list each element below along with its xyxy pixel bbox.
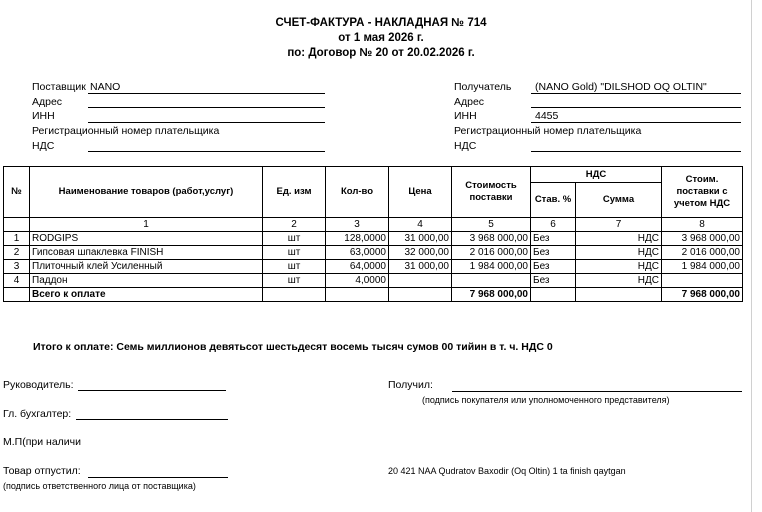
row-cost: 2 016 000,00	[452, 246, 531, 260]
row-cost: 1 984 000,00	[452, 260, 531, 274]
supplier-vat-line	[88, 151, 325, 152]
recipient-vat-line	[531, 151, 741, 152]
row-price: 31 000,00	[389, 232, 452, 246]
released-note: (подпись ответственного лица от поставщика)	[3, 481, 196, 491]
total-row-empty	[4, 288, 30, 302]
supplier-name: NANO	[90, 81, 121, 93]
total-row-empty	[326, 288, 389, 302]
total-row-empty	[389, 288, 452, 302]
total-row-empty	[576, 288, 662, 302]
row-total: 1 984 000,00	[662, 260, 743, 274]
total-row-empty	[531, 288, 576, 302]
recipient-address-line	[531, 107, 741, 108]
row-price	[389, 274, 452, 288]
col-number: 4	[389, 218, 452, 232]
row-price: 32 000,00	[389, 246, 452, 260]
row-name: Гипсовая шпаклевка FINISH	[30, 246, 263, 260]
recipient-reg-label: Регистрационный номер плательщика	[454, 125, 642, 137]
row-cost	[452, 274, 531, 288]
row-vat-sum: НДС	[576, 274, 662, 288]
row-vat-sum: НДС	[576, 260, 662, 274]
header-no: №	[4, 167, 30, 218]
row-vat-rate: Без	[531, 274, 576, 288]
received-label: Получил:	[388, 379, 433, 391]
row-vat-rate: Без	[531, 232, 576, 246]
header-total: Стоим. поставки с учетом НДС	[662, 167, 743, 218]
row-vat-sum: НДС	[576, 246, 662, 260]
col-number: 2	[263, 218, 326, 232]
col-number: 8	[662, 218, 743, 232]
total-row	[4, 288, 743, 302]
row-name: RODGIPS	[30, 232, 263, 246]
row-unit: шт	[263, 232, 326, 246]
received-sign-line	[452, 391, 742, 392]
supplier-vat-label: НДС	[32, 140, 55, 152]
released-sign-line	[88, 477, 228, 478]
row-vat-sum: НДС	[576, 232, 662, 246]
col-number: 3	[326, 218, 389, 232]
summary-text: Итого к оплате: Семь миллионов девятьсот шестьдесят восемь тысяч сумов 00 тийин в т. ч. НДС 0	[33, 341, 553, 353]
supplier-address-label: Адрес	[32, 96, 63, 108]
row-no: 1	[4, 232, 30, 246]
table-row	[4, 246, 743, 260]
accountant-label: Гл. бухгалтер:	[3, 408, 72, 420]
received-note: (подпись покупателя или уполномоченного представителя)	[422, 395, 670, 405]
row-name: Паддон	[30, 274, 263, 288]
row-no: 4	[4, 274, 30, 288]
header-qty: Кол-во	[326, 167, 389, 218]
row-qty: 63,0000	[326, 246, 389, 260]
supplier-address-line	[88, 107, 325, 108]
recipient-vat-label: НДС	[454, 140, 477, 152]
col-number: 1	[30, 218, 263, 232]
total-row-empty	[263, 288, 326, 302]
recipient-inn-value: 4455	[535, 110, 559, 122]
header-price: Цена	[389, 167, 452, 218]
receiver-info: 20 421 NAA Qudratov Baxodir (Oq Oltin) 1 ta finish qaytgan	[388, 466, 626, 476]
row-no: 2	[4, 246, 30, 260]
total-cost: 7 968 000,00	[452, 288, 531, 302]
row-no: 3	[4, 260, 30, 274]
recipient-name-line	[531, 93, 741, 94]
row-unit: шт	[263, 260, 326, 274]
director-sign-line	[78, 390, 226, 391]
row-unit: шт	[263, 274, 326, 288]
row-qty: 64,0000	[326, 260, 389, 274]
recipient-address-label: Адрес	[454, 96, 485, 108]
row-price: 31 000,00	[389, 260, 452, 274]
col-number-empty	[4, 218, 30, 232]
accountant-sign-line	[76, 419, 228, 420]
supplier-reg-label: Регистрационный номер плательщика	[32, 125, 220, 137]
row-unit: шт	[263, 246, 326, 260]
row-total: 3 968 000,00	[662, 232, 743, 246]
supplier-label: Поставщик	[32, 81, 86, 93]
document-contract: по: Договор № 20 от 20.02.2026 г.	[287, 47, 475, 59]
col-number: 6	[531, 218, 576, 232]
row-total: 2 016 000,00	[662, 246, 743, 260]
document-date: от 1 мая 2026 г.	[338, 32, 424, 44]
header-unit: Ед. изм	[263, 167, 326, 218]
page-edge-line	[751, 0, 752, 512]
row-total	[662, 274, 743, 288]
total-label: Всего к оплате	[30, 288, 263, 302]
header-vat-sum: Сумма	[576, 183, 662, 218]
table-row	[4, 274, 743, 288]
recipient-inn-label: ИНН	[454, 110, 477, 122]
col-number: 7	[576, 218, 662, 232]
stamp-label: М.П(при наличи	[3, 436, 81, 448]
header-cost: Стоимость поставки	[452, 167, 531, 218]
row-qty: 128,0000	[326, 232, 389, 246]
col-number: 5	[452, 218, 531, 232]
row-qty: 4,0000	[326, 274, 389, 288]
header-vat-rate: Став. %	[531, 183, 576, 218]
released-label: Товар отпустил:	[3, 465, 81, 477]
recipient-inn-line	[531, 122, 741, 123]
supplier-inn-line	[88, 122, 325, 123]
table-row	[4, 232, 743, 246]
header-name: Наименование товаров (работ,услуг)	[30, 167, 263, 218]
recipient-label: Получатель	[454, 81, 512, 93]
header-vat-group: НДС	[531, 167, 662, 183]
document-title: СЧЕТ-ФАКТУРА - НАКЛАДНАЯ № 714	[275, 17, 487, 29]
row-cost: 3 968 000,00	[452, 232, 531, 246]
director-label: Руководитель:	[3, 379, 74, 391]
invoice-table	[3, 166, 743, 302]
recipient-name: (NANO Gold) "DILSHOD OQ OLTIN"	[535, 81, 707, 93]
row-name: Плиточный клей Усиленный	[30, 260, 263, 274]
row-vat-rate: Без	[531, 260, 576, 274]
row-vat-rate: Без	[531, 246, 576, 260]
total-with-vat: 7 968 000,00	[662, 288, 743, 302]
table-row	[4, 260, 743, 274]
supplier-name-line	[88, 93, 325, 94]
supplier-inn-label: ИНН	[32, 110, 55, 122]
